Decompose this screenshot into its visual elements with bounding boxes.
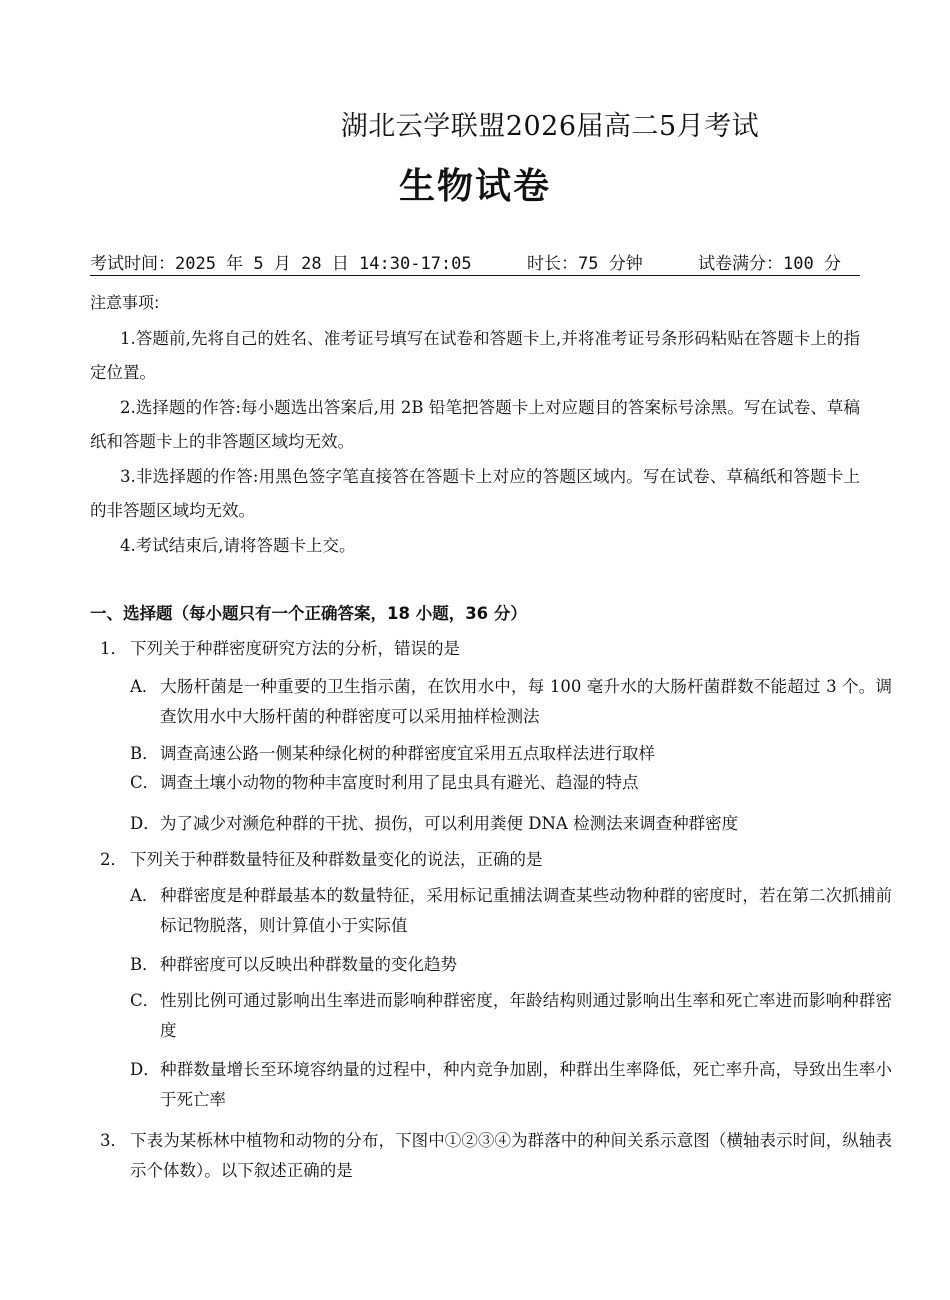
notice-item: 4.考试结束后,请将答题卡上交。: [120, 536, 356, 555]
option-text: 大肠杆菌是一种重要的卫生指示菌，在饮用水中，每 100 毫升水的大肠杆菌群数不能超过 3 个。调查饮用水中大肠杆菌的种群密度可以采用抽样检测法: [160, 677, 892, 726]
option-label: C．: [130, 991, 160, 1010]
question-number: 1．: [100, 639, 127, 658]
question-text: 下列关于种群密度研究方法的分析，错误的是: [130, 639, 460, 658]
option-label: C．: [130, 773, 160, 792]
option-text: 种群密度是种群最基本的数量特征，采用标记重捕法调查某些动物种群的密度时，若在第二次抓捕前标记物脱落，则计算值小于实际值: [160, 886, 892, 935]
notice-item: 1.答题前,先将自己的姓名、准考证号填写在试卷和答题卡上,并将准考证号条形码粘贴在答题卡上的指定位置。: [90, 329, 860, 382]
option-text: 调查土壤小动物的物种丰富度时利用了昆虫具有避光、趋湿的特点: [160, 773, 639, 792]
exam-full-score: 试卷满分：100 分: [698, 254, 841, 274]
answer-option: [130, 881, 892, 941]
option-label: B．: [130, 744, 159, 763]
option-label: B．: [130, 955, 159, 974]
question-number: 2．: [100, 850, 127, 869]
notice-item: 3.非选择题的作答:用黑色签字笔直接答在答题卡上对应的答题区域内。写在试卷、草稿纸和答题卡上的非答题区域均无效。: [90, 467, 860, 520]
option-label: A．: [130, 886, 159, 905]
answer-option: [130, 739, 892, 769]
exam-duration: 时长：75 分钟: [527, 254, 643, 274]
answer-option: [130, 1055, 892, 1115]
question-text: 下表为某栎林中植物和动物的分布，下图中①②③④为群落中的种间关系示意图（横轴表示时间，纵轴表示个体数）。以下叙述正确的是: [130, 1131, 892, 1180]
option-label: D．: [130, 1060, 160, 1079]
option-text: 性别比例可通过影响出生率进而影响种群密度，年龄结构则通过影响出生率和死亡率进而影响种群密度: [160, 991, 892, 1040]
answer-option: [130, 950, 892, 980]
question-text: 下列关于种群数量特征及种群数量变化的说法，正确的是: [130, 850, 543, 869]
question-number: 3．: [100, 1131, 127, 1150]
exam-title: 湖北云学联盟2026届高二5月考试: [340, 111, 760, 142]
question-stem: [100, 634, 862, 664]
answer-option: [130, 672, 892, 732]
notice-heading: 注意事项:: [90, 293, 160, 312]
question-stem: [100, 845, 862, 875]
notice-item: 2.选择题的作答:每小题选出答案后,用 2B 铅笔把答题卡上对应题目的答案标号涂黑。写在试卷、草稿纸和答题卡上的非答题区域均无效。: [90, 398, 860, 451]
question-stem: [100, 1126, 892, 1186]
exam-info-bar: [90, 249, 860, 276]
answer-option: [130, 809, 892, 839]
option-text: 调查高速公路一侧某种绿化树的种群密度宜采用五点取样法进行取样: [160, 744, 655, 763]
option-text: 种群数量增长至环境容纳量的过程中，种内竞争加剧，种群出生率降低，死亡率升高，导致出生率小于死亡率: [160, 1060, 892, 1109]
option-label: D．: [130, 814, 160, 833]
section-heading: 一、选择题（每小题只有一个正确答案，18 小题，36 分）: [90, 604, 527, 623]
answer-option: [130, 768, 892, 798]
option-text: 为了减少对濒危种群的干扰、损伤，可以利用粪便 DNA 检测法来调查种群密度: [160, 814, 739, 833]
exam-time: 考试时间：2025 年 5 月 28 日 14:30-17:05: [90, 254, 472, 274]
option-label: A．: [130, 677, 159, 696]
subject-title: 生物试卷: [398, 166, 551, 207]
option-text: 种群密度可以反映出种群数量的变化趋势: [160, 955, 457, 974]
answer-option: [130, 986, 892, 1046]
